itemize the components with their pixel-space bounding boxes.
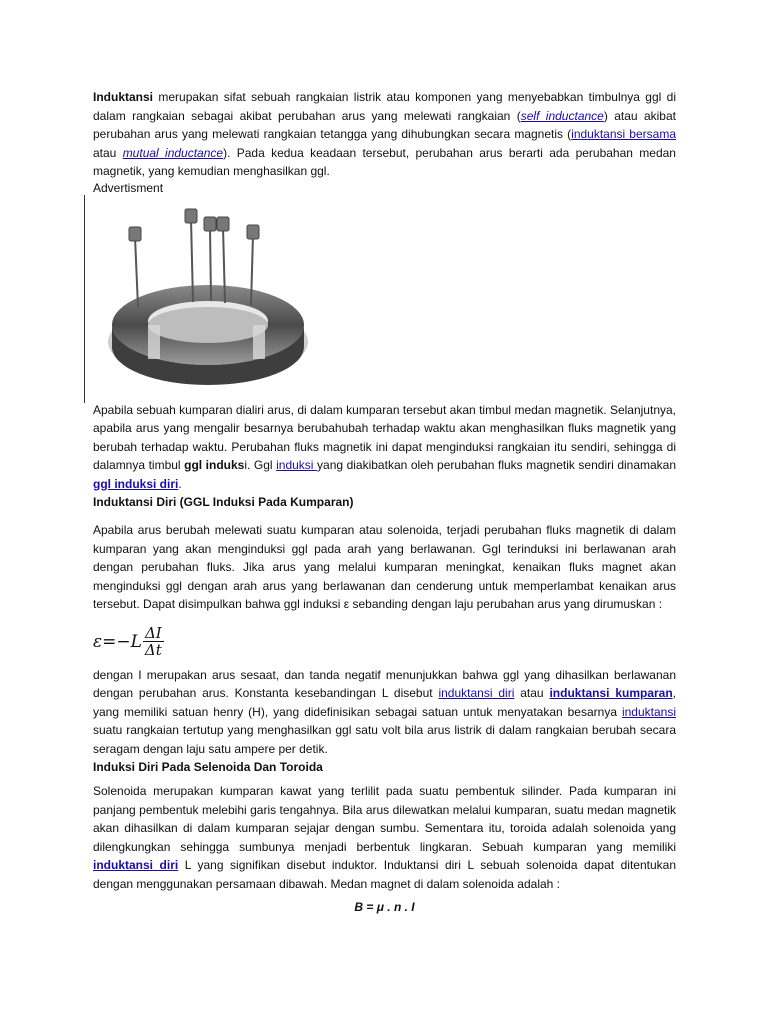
link-induktansi-diri-2[interactable]: induktansi diri bbox=[93, 858, 179, 872]
link-mutual-inductance[interactable]: mutual inductance bbox=[122, 145, 224, 160]
paragraph-solenoida-toroida bbox=[93, 782, 676, 893]
intro-text: ). Pada kedua keadaan tersebut, perubahan arus berarti ada perubahan medan magnetik, yang kemudian menghasilkan ggl. bbox=[93, 145, 676, 178]
formula-denominator: Δt bbox=[144, 641, 162, 659]
para-text: suatu rangkaian tertutup yang menghasilkan ggl satu volt bila arus listrik di dalam rangkaian berubah secara seragam dengan laju satu ampere per detik. bbox=[93, 723, 676, 756]
para-text: i. Ggl bbox=[244, 458, 277, 472]
formula-ggl bbox=[93, 624, 676, 660]
formula-fraction bbox=[143, 625, 164, 658]
para-text: . bbox=[178, 476, 182, 491]
link-induktansi-diri[interactable]: induktansi diri bbox=[438, 686, 515, 700]
formula-numerator: ΔI bbox=[144, 624, 162, 642]
formula-equals: =− bbox=[102, 631, 131, 652]
advertisement-divider bbox=[84, 195, 85, 403]
formula-L: L bbox=[130, 631, 142, 652]
paragraph-solenoida-intro: Apabila arus berubah melewati suatu kumparan atau solenoida, terjadi perubahan fluks magnetik di dalam kumparan yang akan menginduksi ggl pada arah yang berlawanan. Ggl terinduksi ini berlawanan arah dengan perubahan fluks. Jika arus yang melalui kumparan meningkat, kenaikan fluks magnet akan menginduksi ggl dengan arah arus yang berlawanan dan cenderung untuk memperlambat kenaikan arus tersebut. Dapat disimpulkan bahwa ggl induksi ε sebanding dengan laju perubahan arus yang dirumuskan : bbox=[93, 523, 676, 611]
document-body bbox=[93, 88, 676, 927]
intro-paragraph bbox=[93, 88, 676, 181]
link-induktansi[interactable]: induktansi bbox=[621, 704, 676, 719]
coil-icon bbox=[93, 197, 313, 397]
paragraph-kumparan bbox=[93, 401, 676, 494]
link-induktansi-kumparan[interactable]: induktansi kumparan bbox=[549, 686, 673, 700]
para-text: atau bbox=[514, 686, 550, 700]
link-induksi[interactable]: induksi bbox=[276, 458, 318, 472]
para-text: yang diakibatkan oleh perubahan fluks magnetik sendiri dinamakan bbox=[317, 458, 677, 472]
para-text: Solenoida merupakan kumparan kawat yang terlilit pada suatu pembentuk silinder. Pada kumparan ini panjang pembentuk melebihi garis tengahnya. Bila arus dilewatkan melalui kumparan, suatu medan magnetik akan dihasilkan di dalam kumparan sejajar dengan sumbu. Sementara itu, toroida adalah solenoida yang dilengkungkan sehingga sumbunya menjadi berbentuk lingkaran. Sebuah kumparan yang memiliki bbox=[93, 784, 676, 854]
heading-induksi-diri-selenoida: Induksi Diri Pada Selenoida Dan Toroida bbox=[93, 760, 323, 774]
link-ggl-induksi-diri[interactable]: ggl induksi diri bbox=[93, 476, 179, 491]
paragraph-konstanta bbox=[93, 666, 676, 759]
bold-ggl-induksi: ggl induks bbox=[184, 458, 245, 472]
para-text: , yang memiliki satuan henry (H), yang didefinisikan sebagai satuan untuk menyatakan besarnya bbox=[93, 686, 677, 719]
formula-medan-magnet: B = μ . n . I bbox=[354, 900, 415, 914]
intro-text: ) atau akibat perubahan arus yang melewati rangkaian tetangga yang dihubungkan secara magnetis ( bbox=[93, 108, 676, 141]
term-induktansi: Induktansi bbox=[93, 90, 154, 104]
intro-text: merupakan sifat sebuah rangkaian listrik atau komponen yang menyebabkan timbulnya ggl di dalam rangkaian sebagai akibat perubahan arus yang melewati rangkaian ( bbox=[93, 90, 676, 123]
heading-induktansi-diri: Induktansi Diri (GGL Induksi Pada Kumparan) bbox=[93, 495, 354, 509]
intro-text: atau bbox=[93, 145, 123, 160]
para-text: dengan I merupakan arus sesaat, dan tanda negatif menunjukkan bahwa ggl yang dihasilkan berlawanan dengan perubahan arus. Konstanta kesebandingan L disebut bbox=[93, 667, 676, 700]
coil-image bbox=[93, 197, 313, 397]
formula-epsilon: ε bbox=[93, 631, 103, 652]
advertisement-label: Advertisment bbox=[93, 180, 164, 195]
para-text: L yang signifikan disebut induktor. Induktansi diri L sebuah solenoida dapat ditentukan dengan menggunakan persamaan dibawah. Medan magnet di dalam solenoida adalah : bbox=[93, 858, 676, 891]
link-induktansi-bersama[interactable]: induktansi bersama bbox=[571, 127, 676, 141]
link-self-inductance[interactable]: self inductance bbox=[520, 108, 604, 123]
para-text: Apabila sebuah kumparan dialiri arus, di dalam kumparan tersebut akan timbul medan magnetik. Selanjutnya, apabila arus yang mengalir besarnya berubahubah terhadap waktu akan menghasilkan fluks magnetik yang berubah terhadap waktu. Perubahan fluks magnetik ini dapat menginduksi rangkaian itu sendiri, sehingga di dalamnya timbul bbox=[93, 402, 676, 472]
